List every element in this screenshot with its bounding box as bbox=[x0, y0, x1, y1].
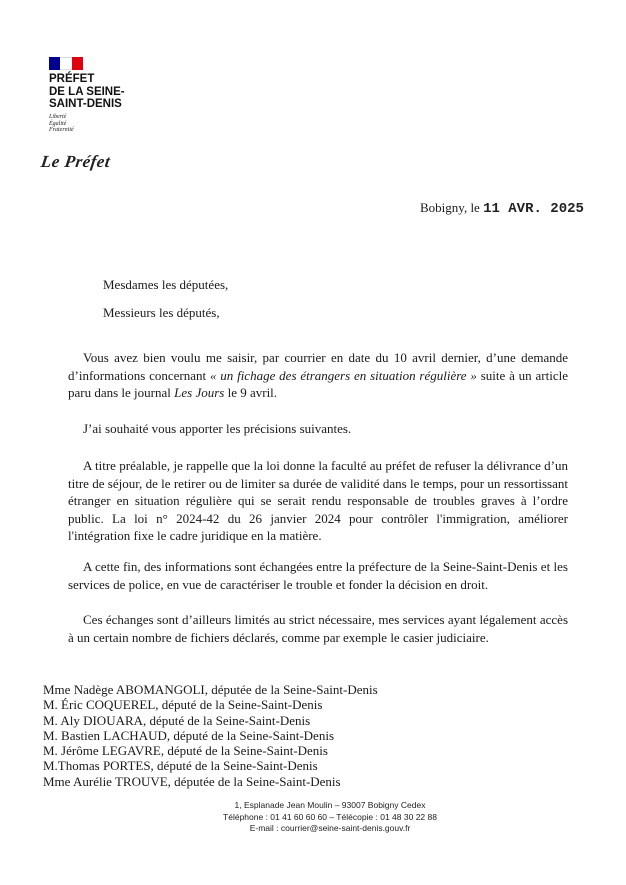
footer-contact bbox=[160, 800, 500, 835]
paragraph-1-quote: « un fichage des étrangers en situation régulière » bbox=[209, 367, 477, 383]
recipient-item: M. Aly DIOUARA, député de la Seine-Saint-Denis bbox=[43, 712, 311, 728]
republique-flag-logo bbox=[49, 57, 83, 70]
recipient-item: M. Jérôme LEGAVRE, député de la Seine-Saint-Denis bbox=[43, 743, 328, 759]
paragraph-3-text: A titre préalable, je rappelle que la loi donne la faculté au préfet de refuser la délivrance d’un titre de séjour, de le retirer ou de limiter sa durée de validité dans le temps, pour un ressortissant étranger en situation régulière qui se serait rendu responsable de troubles graves à l’ordre public. La loi n° 2024-42 du 26 janvier 2024 pour contrôler l'immigration, améliorer l'intégration fixe le cadre juridique en la matière. bbox=[68, 458, 568, 543]
paragraph-2-text: J’ai souhaité vous apporter les précisions suivantes. bbox=[83, 421, 352, 436]
paragraph-5-text: Ces échanges sont d’ailleurs limités au strict nécessaire, mes services ayant légalement accès à un certain nombre de fichiers déclarés, comme par exemple le casier judiciaire. bbox=[68, 612, 568, 645]
paragraph-5 bbox=[68, 611, 568, 646]
paragraph-1-text-a: Vous avez bien voulu me saisir, par courrier en date du 10 avril dernier, d’une demande d’informations concernant bbox=[68, 350, 568, 383]
motto-egalite: Égalité bbox=[49, 120, 67, 127]
prefecture-name-line-1: PRÉFET bbox=[49, 73, 95, 85]
paragraph-4-text: A cette fin, des informations sont échangées entre la préfecture de la Seine-Saint-Denis et les services de police, en vue de caractériser le trouble et fonder la décision en droit. bbox=[68, 559, 568, 592]
republic-motto bbox=[49, 114, 74, 134]
paragraph-1 bbox=[68, 349, 568, 402]
recipient-item: M. Bastien LACHAUD, député de la Seine-Saint-Denis bbox=[43, 727, 335, 743]
date-stamp: 11 AVR. 2025 bbox=[483, 201, 584, 217]
footer-phones: Téléphone : 01 41 60 60 60 – Télécopie : 01 48 30 22 88 bbox=[223, 811, 437, 822]
motto-fraternite: Fraternité bbox=[49, 127, 74, 134]
paragraph-2 bbox=[68, 420, 568, 438]
salutation-line-1: Mesdames les députées, bbox=[103, 277, 229, 292]
recipient-item: M. Éric COQUEREL, député de la Seine-Saint-Denis bbox=[43, 697, 323, 713]
recipient-item: Mme Nadège ABOMANGOLI, députée de la Seine-Saint-Denis bbox=[43, 682, 378, 697]
recipient-item: M.Thomas PORTES, député de la Seine-Saint-Denis bbox=[43, 758, 318, 774]
prefecture-name-line-2: DE LA SEINE- bbox=[49, 85, 125, 98]
date-place: Bobigny, le bbox=[420, 200, 480, 215]
paragraph-1-text-b: suite à un article paru dans le journal bbox=[68, 367, 568, 400]
prefecture-name bbox=[49, 73, 125, 111]
paragraph-1-text-c: le 9 avril. bbox=[224, 385, 278, 400]
footer-email: E-mail : courrier@seine-saint-denis.gouv.fr bbox=[249, 823, 411, 833]
motto-liberte: Liberté bbox=[49, 114, 67, 120]
salutation-line-2: Messieurs les députés, bbox=[103, 305, 220, 320]
paragraph-1-journal: Les Jours bbox=[174, 385, 225, 400]
le-prefet-title: Le Préfet bbox=[39, 152, 112, 171]
letter-date bbox=[420, 200, 584, 217]
paragraph-4 bbox=[68, 558, 568, 593]
footer-address: 1, Esplanade Jean Moulin – 93007 Bobigny Cedex bbox=[234, 800, 426, 810]
paragraph-3 bbox=[68, 457, 568, 545]
prefecture-name-line-3: SAINT-DENIS bbox=[49, 98, 122, 110]
recipients-list bbox=[43, 682, 378, 789]
recipient-item: Mme Aurélie TROUVE, députée de la Seine-Saint-Denis bbox=[43, 773, 341, 789]
